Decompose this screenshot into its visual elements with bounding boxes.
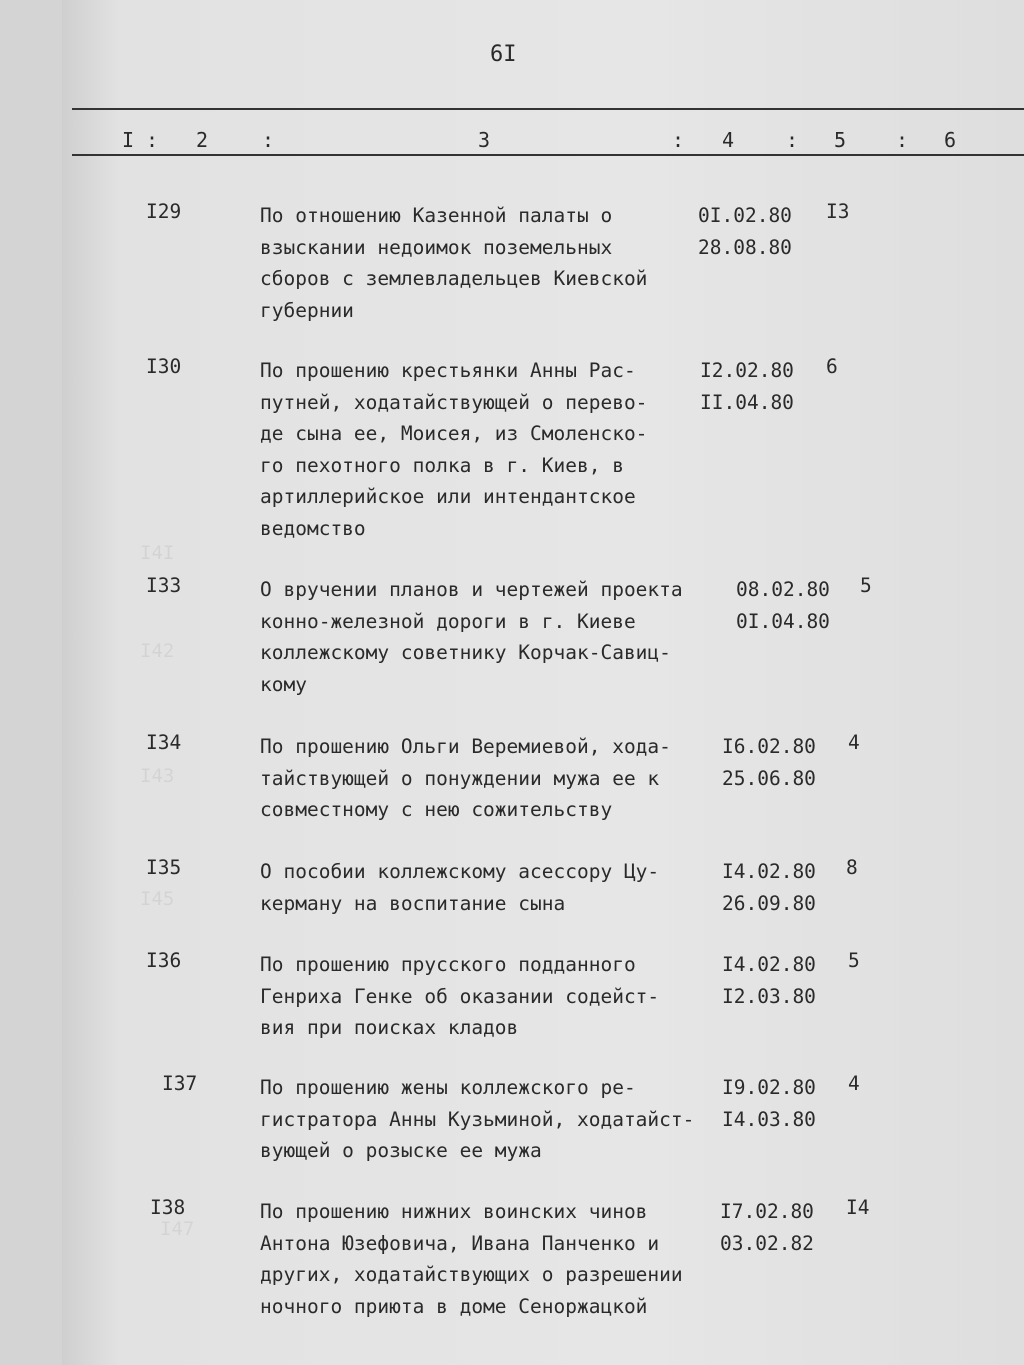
col-sep: : [786,128,800,152]
entry-number: I34 [146,731,182,754]
show-through-4: I45 [140,888,175,910]
entry-dates: I2.02.80 II.04.80 [700,359,794,414]
entry-sheet-count: 4 [848,1072,860,1095]
col-sep: : [896,128,910,152]
entry-number: I30 [146,355,182,378]
show-through-1: I4I [140,542,175,564]
entry-title: По прошению крестьянки Анны Рас- путней, ходатайствующей о перево- де сына ее, Моисея, из Смоленско- го пехотного полка в г. Киев, в артиллерийское или интендантское ведомство [260,359,648,540]
entry-number: I37 [162,1072,198,1095]
entry-title: По прошению жены коллежского ре- гистратора Анны Кузьминой, ходатайст- вующей о розыске ее мужа [260,1076,695,1162]
entry-dates: I7.02.80 03.02.82 [720,1200,814,1255]
show-through-3: I43 [140,765,175,787]
entry-sheet-count: 5 [860,574,872,597]
entry-title: По прошению Ольги Веремиевой, хода- тайствующей о понуждении мужа ее к совместному с нею сожительству [260,735,671,821]
entry-dates: I6.02.80 25.06.80 [722,735,816,790]
entry-number: I36 [146,949,182,972]
col-header-5: 5 [834,128,848,152]
entry-dates: I4.02.80 26.09.80 [722,860,816,915]
entry-number: I35 [146,856,182,879]
entry-dates: 0I.02.80 28.08.80 [698,204,792,259]
entry-title: По прошению прусского подданного Генриха Генке об оказании содейст- вия при поисках кладов [260,953,660,1039]
entry-title: По отношению Казенной палаты о взыскании недоимок поземельных сборов с землевладельцев Киевской губернии [260,204,648,322]
col-header-4: 4 [722,128,736,152]
col-header-3: 3 [478,128,492,152]
entry-dates: I4.02.80 I2.03.80 [722,953,816,1008]
entry-sheet-count: 6 [826,355,838,378]
entry-sheet-count: I3 [826,200,850,223]
show-through-2: I42 [140,640,175,662]
entry-sheet-count: 5 [848,949,860,972]
show-through-5: I47 [160,1218,195,1240]
col-sep: : [262,128,276,152]
entry-title: О пособии коллежскому асессору Цу- керману на воспитание сына [260,860,660,915]
entry-number: I29 [146,200,182,223]
entry-sheet-count: 8 [846,856,858,879]
entry-number: I38 [150,1196,186,1219]
header-bottom-rule [72,154,1024,156]
col-sep: : [146,128,160,152]
entry-title: О вручении планов и чертежей проекта конно-железной дороги в г. Киеве коллежскому советнику Корчак-Савиц- кому [260,578,683,696]
entry-dates: 08.02.80 0I.04.80 [736,578,830,633]
col-header-1: I [122,128,136,152]
entry-title: По прошению нижних воинских чинов Антона Юзефовича, Ивана Панченко и других, ходатайствующих о разрешении ночного приюта в доме Сеноржацкой [260,1200,683,1318]
entry-sheet-count: 4 [848,731,860,754]
header-top-rule [72,108,1024,110]
entry-number: I33 [146,574,182,597]
col-header-2: 2 [196,128,210,152]
col-sep: : [672,128,686,152]
entry-sheet-count: I4 [846,1196,870,1219]
page-number: 6I [490,42,517,67]
entry-dates: I9.02.80 I4.03.80 [722,1076,816,1131]
col-header-6: 6 [944,128,958,152]
